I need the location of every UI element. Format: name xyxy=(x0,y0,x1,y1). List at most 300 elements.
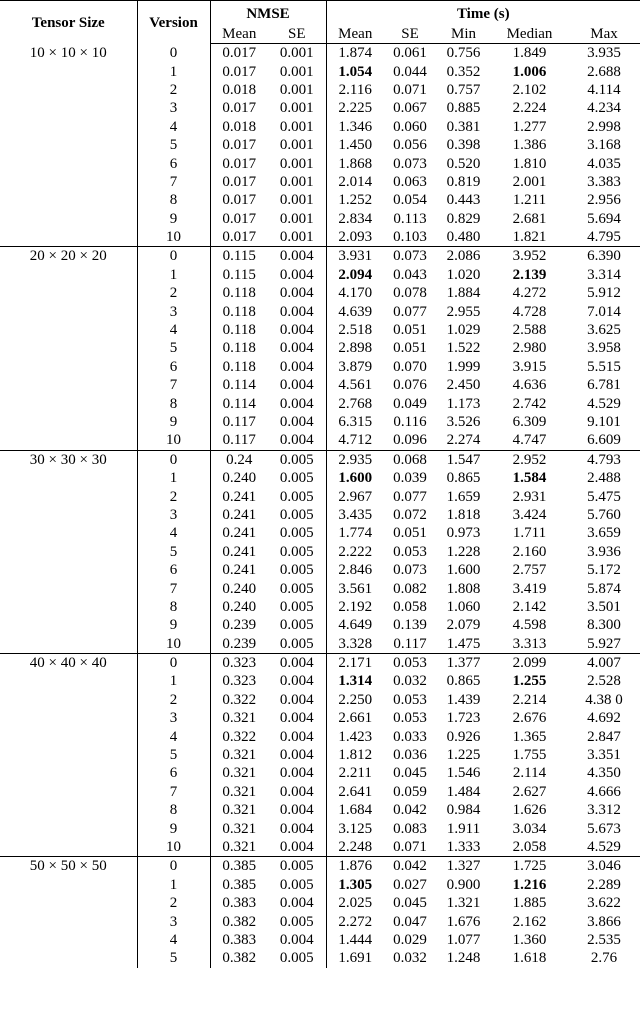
table-row xyxy=(0,931,640,949)
cell-nmse-mean: 0.239 xyxy=(222,635,257,652)
cell-time-mean: 2.171 xyxy=(338,655,373,672)
cell-time-max: 2.528 xyxy=(587,673,621,690)
table-row xyxy=(0,746,640,764)
table-row xyxy=(0,394,640,412)
cell-time-max: 4.529 xyxy=(587,838,621,855)
cell-version: 7 xyxy=(137,783,210,801)
cell-nmse-mean: 0.114 xyxy=(222,395,256,412)
cell-tensor-size xyxy=(0,783,137,801)
cell-tensor-size xyxy=(0,118,137,136)
cell-version: 1 xyxy=(137,266,210,284)
cell-tensor-size xyxy=(0,228,137,247)
cell-time-median: 2.162 xyxy=(512,913,547,930)
cell-time-se: 0.083 xyxy=(393,820,427,837)
cell-time-se: 0.077 xyxy=(393,488,427,505)
cell-nmse-mean: 0.241 xyxy=(222,543,257,560)
cell-time-se: 0.042 xyxy=(393,802,427,819)
cell-time-se: 0.043 xyxy=(393,266,427,283)
cell-time-mean: 4.561 xyxy=(338,377,373,394)
cell-version: 9 xyxy=(137,616,210,634)
cell-nmse-se: 0.004 xyxy=(268,764,326,782)
cell-nmse-se: 0.004 xyxy=(268,653,326,672)
cell-time-mean: 1.876 xyxy=(338,858,373,875)
cell-nmse-se: 0.005 xyxy=(268,598,326,616)
cell-nmse-mean: 0.115 xyxy=(222,248,256,265)
cell-time-se: 0.054 xyxy=(393,192,427,209)
cell-time-median: 3.313 xyxy=(512,635,547,652)
cell-time-mean: 4.712 xyxy=(338,432,373,449)
cell-time-mean: 4.639 xyxy=(338,303,373,320)
cell-time-se: 0.071 xyxy=(393,81,427,98)
cell-time-se: 0.068 xyxy=(393,451,427,468)
cell-nmse-mean: 0.017 xyxy=(222,210,257,227)
cell-time-min: 2.274 xyxy=(446,432,481,449)
cell-version: 2 xyxy=(137,284,210,302)
cell-time-mean: 2.518 xyxy=(338,322,373,339)
table-row xyxy=(0,819,640,837)
cell-time-median: 1.365 xyxy=(512,728,547,745)
cell-version: 10 xyxy=(137,838,210,857)
cell-time-mean: 3.931 xyxy=(338,248,373,265)
cell-time-min: 1.377 xyxy=(446,655,481,672)
cell-time-se: 0.053 xyxy=(393,691,427,708)
cell-nmse-mean: 0.114 xyxy=(222,377,256,394)
cell-tensor-size xyxy=(0,598,137,616)
table-row xyxy=(0,524,640,542)
cell-tensor-size xyxy=(0,339,137,357)
cell-time-se: 0.047 xyxy=(393,913,427,930)
table-row xyxy=(0,598,640,616)
cell-time-se: 0.051 xyxy=(393,525,427,542)
cell-time-min: 1.439 xyxy=(446,691,481,708)
cell-time-mean: 3.435 xyxy=(338,506,373,523)
header-time-min: Min xyxy=(436,24,491,44)
cell-time-se: 0.049 xyxy=(393,395,427,412)
cell-tensor-size xyxy=(0,469,137,487)
cell-time-max: 3.312 xyxy=(587,802,621,819)
tensor-size-group xyxy=(0,44,640,247)
cell-version: 3 xyxy=(137,912,210,930)
cell-nmse-mean: 0.321 xyxy=(222,838,257,855)
header-version: Version xyxy=(137,1,210,44)
cell-nmse-mean: 0.382 xyxy=(222,950,257,967)
cell-nmse-se: 0.004 xyxy=(268,746,326,764)
cell-time-min: 0.973 xyxy=(446,525,481,542)
cell-time-min: 0.900 xyxy=(446,876,481,893)
cell-time-se: 0.053 xyxy=(393,543,427,560)
cell-time-max: 7.014 xyxy=(587,303,621,320)
cell-tensor-size xyxy=(0,672,137,690)
cell-tensor-size xyxy=(0,210,137,228)
cell-version: 10 xyxy=(137,228,210,247)
cell-version: 10 xyxy=(137,431,210,450)
cell-version: 0 xyxy=(137,44,210,63)
table-row xyxy=(0,691,640,709)
cell-version: 6 xyxy=(137,358,210,376)
cell-version: 0 xyxy=(137,653,210,672)
cell-tensor-size xyxy=(0,358,137,376)
cell-time-max: 3.866 xyxy=(587,913,621,930)
table-row xyxy=(0,302,640,320)
cell-time-min: 1.723 xyxy=(446,710,481,727)
cell-nmse-mean: 0.383 xyxy=(222,895,257,912)
cell-time-max: 5.694 xyxy=(587,210,621,227)
cell-nmse-mean: 0.117 xyxy=(222,414,256,430)
tensor-size-group xyxy=(0,653,640,856)
cell-nmse-se: 0.005 xyxy=(268,579,326,597)
cell-nmse-se: 0.005 xyxy=(268,469,326,487)
cell-version: 0 xyxy=(137,857,210,876)
cell-time-median: 2.142 xyxy=(512,598,547,615)
cell-time-median: 2.588 xyxy=(512,322,547,339)
cell-time-se: 0.073 xyxy=(393,562,427,579)
cell-nmse-mean: 0.241 xyxy=(222,488,257,505)
cell-version: 1 xyxy=(137,672,210,690)
cell-time-min: 1.077 xyxy=(446,931,481,948)
cell-nmse-mean: 0.240 xyxy=(222,580,257,597)
cell-time-mean: 6.315 xyxy=(338,414,373,430)
cell-time-max: 3.625 xyxy=(587,322,621,339)
cell-nmse-se: 0.001 xyxy=(268,173,326,191)
cell-nmse-se: 0.004 xyxy=(268,358,326,376)
cell-time-se: 0.033 xyxy=(393,728,427,745)
table-row xyxy=(0,543,640,561)
cell-time-max: 5.515 xyxy=(587,358,621,375)
cell-tensor-size xyxy=(0,376,137,394)
best-value: 1.600 xyxy=(338,470,373,487)
cell-time-min: 0.352 xyxy=(446,63,481,80)
cell-nmse-se: 0.005 xyxy=(268,506,326,524)
cell-time-max: 4.795 xyxy=(587,229,621,246)
cell-time-mean xyxy=(326,672,384,690)
header-nmse-se: SE xyxy=(268,24,326,44)
cell-time-max: 5.475 xyxy=(587,488,621,505)
cell-nmse-se: 0.005 xyxy=(268,487,326,505)
cell-version: 4 xyxy=(137,321,210,339)
cell-version: 8 xyxy=(137,394,210,412)
cell-time-mean xyxy=(326,266,384,284)
best-value: 2.139 xyxy=(512,266,547,283)
cell-tensor-size: 40 × 40 × 40 xyxy=(0,653,137,672)
cell-nmse-mean: 0.017 xyxy=(222,100,257,117)
cell-nmse-se: 0.001 xyxy=(268,228,326,247)
cell-time-max: 2.488 xyxy=(587,470,621,487)
cell-time-max: 2.76 xyxy=(590,950,618,967)
cell-time-max: 4.666 xyxy=(587,783,621,800)
cell-nmse-se: 0.005 xyxy=(268,635,326,654)
cell-time-max: 3.659 xyxy=(587,525,621,542)
cell-tensor-size: 50 × 50 × 50 xyxy=(0,857,137,876)
cell-time-min: 1.884 xyxy=(446,285,481,302)
cell-nmse-se: 0.004 xyxy=(268,783,326,801)
cell-time-min: 0.381 xyxy=(446,118,481,135)
cell-tensor-size xyxy=(0,81,137,99)
cell-time-se: 0.070 xyxy=(393,358,427,375)
cell-nmse-se: 0.001 xyxy=(268,99,326,117)
cell-time-max: 3.501 xyxy=(587,598,621,615)
cell-time-median: 2.931 xyxy=(512,488,547,505)
cell-nmse-mean: 0.017 xyxy=(222,173,257,190)
cell-nmse-se: 0.004 xyxy=(268,247,326,266)
cell-tensor-size xyxy=(0,321,137,339)
cell-nmse-se: 0.005 xyxy=(268,616,326,634)
cell-time-mean: 1.684 xyxy=(338,802,373,819)
cell-version: 4 xyxy=(137,524,210,542)
cell-tensor-size xyxy=(0,284,137,302)
cell-version: 6 xyxy=(137,154,210,172)
cell-time-mean: 2.014 xyxy=(338,173,373,190)
cell-time-max: 3.168 xyxy=(587,137,621,154)
cell-time-median: 3.419 xyxy=(512,580,547,597)
cell-nmse-mean: 0.321 xyxy=(222,783,257,800)
cell-time-max: 4.793 xyxy=(587,451,621,468)
cell-nmse-mean: 0.323 xyxy=(222,655,257,672)
cell-nmse-mean: 0.118 xyxy=(222,285,256,302)
table-header xyxy=(0,1,640,44)
cell-time-mean: 2.661 xyxy=(338,710,373,727)
cell-time-se: 0.073 xyxy=(393,248,427,265)
cell-time-max: 2.688 xyxy=(587,63,621,80)
cell-nmse-mean: 0.385 xyxy=(222,858,257,875)
cell-nmse-mean: 0.118 xyxy=(222,340,256,357)
cell-time-min: 0.819 xyxy=(446,173,481,190)
cell-time-min: 1.546 xyxy=(446,765,481,782)
cell-time-median: 1.885 xyxy=(512,895,547,912)
cell-time-min: 1.484 xyxy=(446,783,481,800)
cell-version: 0 xyxy=(137,450,210,469)
cell-nmse-mean: 0.017 xyxy=(222,155,257,172)
cell-time-median: 2.742 xyxy=(512,395,547,412)
cell-time-mean: 2.093 xyxy=(338,229,373,246)
cell-time-max: 2.956 xyxy=(587,192,621,209)
cell-nmse-mean: 0.241 xyxy=(222,562,257,579)
table-row xyxy=(0,173,640,191)
cell-time-mean: 1.444 xyxy=(338,931,373,948)
cell-tensor-size xyxy=(0,487,137,505)
cell-time-median: 1.277 xyxy=(512,118,547,135)
cell-tensor-size xyxy=(0,191,137,209)
best-value: 1.006 xyxy=(512,63,547,80)
cell-version: 2 xyxy=(137,81,210,99)
table-row xyxy=(0,912,640,930)
cell-version: 6 xyxy=(137,764,210,782)
cell-time-min: 0.829 xyxy=(446,210,481,227)
cell-nmse-mean: 0.118 xyxy=(222,303,256,320)
cell-nmse-mean: 0.322 xyxy=(222,728,257,745)
cell-time-min: 2.086 xyxy=(446,248,481,265)
header-time: Time (s) xyxy=(456,5,510,22)
cell-time-min: 1.818 xyxy=(446,506,481,523)
cell-time-max: 5.874 xyxy=(587,580,621,597)
cell-nmse-mean: 0.118 xyxy=(222,358,256,375)
cell-nmse-se: 0.001 xyxy=(268,210,326,228)
cell-time-min: 2.079 xyxy=(446,617,481,634)
table-row xyxy=(0,413,640,431)
cell-time-max: 5.927 xyxy=(587,635,621,652)
header-time-max: Max xyxy=(568,24,640,44)
cell-nmse-mean: 0.322 xyxy=(222,691,257,708)
cell-time-max: 5.172 xyxy=(587,562,621,579)
cell-nmse-se: 0.004 xyxy=(268,413,326,431)
cell-nmse-mean: 0.117 xyxy=(222,432,256,449)
table-row xyxy=(0,487,640,505)
cell-nmse-se: 0.001 xyxy=(268,62,326,80)
cell-nmse-mean: 0.018 xyxy=(222,81,257,98)
cell-nmse-mean: 0.240 xyxy=(222,470,257,487)
cell-nmse-mean: 0.321 xyxy=(222,802,257,819)
cell-time-mean: 2.768 xyxy=(338,395,373,412)
cell-time-mean: 1.774 xyxy=(338,525,373,542)
cell-time-min: 1.808 xyxy=(446,580,481,597)
cell-time-median: 2.102 xyxy=(512,81,547,98)
cell-version: 4 xyxy=(137,118,210,136)
cell-time-max: 3.046 xyxy=(587,858,621,875)
cell-time-mean: 2.025 xyxy=(338,895,373,912)
cell-nmse-se: 0.005 xyxy=(268,561,326,579)
cell-time-mean: 2.272 xyxy=(338,913,373,930)
cell-nmse-se: 0.001 xyxy=(268,118,326,136)
cell-time-max: 4.692 xyxy=(587,710,621,727)
cell-tensor-size xyxy=(0,727,137,745)
cell-nmse-se: 0.004 xyxy=(268,284,326,302)
cell-time-median: 6.309 xyxy=(512,414,547,430)
cell-time-median: 2.681 xyxy=(512,210,547,227)
cell-time-mean: 1.252 xyxy=(338,192,373,209)
cell-version: 1 xyxy=(137,876,210,894)
cell-time-se: 0.027 xyxy=(393,876,427,893)
cell-nmse-mean: 0.385 xyxy=(222,876,257,893)
cell-nmse-se: 0.004 xyxy=(268,321,326,339)
cell-nmse-se: 0.004 xyxy=(268,931,326,949)
cell-time-mean xyxy=(326,876,384,894)
cell-nmse-se: 0.005 xyxy=(268,857,326,876)
cell-nmse-mean: 0.017 xyxy=(222,63,257,80)
cell-nmse-mean: 0.382 xyxy=(222,913,257,930)
cell-version: 8 xyxy=(137,598,210,616)
cell-time-mean: 1.874 xyxy=(338,45,373,62)
cell-time-median: 2.224 xyxy=(512,100,547,117)
cell-time-max: 5.673 xyxy=(587,820,621,837)
cell-version: 5 xyxy=(137,543,210,561)
cell-time-se: 0.039 xyxy=(393,470,427,487)
cell-time-mean: 3.879 xyxy=(338,358,373,375)
cell-version: 8 xyxy=(137,801,210,819)
tensor-size-group xyxy=(0,247,640,450)
cell-time-se: 0.056 xyxy=(393,137,427,154)
cell-time-min: 1.676 xyxy=(446,913,481,930)
cell-time-se: 0.139 xyxy=(393,617,427,634)
cell-version: 5 xyxy=(137,949,210,967)
cell-nmse-se: 0.004 xyxy=(268,709,326,727)
cell-version: 8 xyxy=(137,191,210,209)
cell-version: 0 xyxy=(137,247,210,266)
cell-version: 9 xyxy=(137,819,210,837)
cell-time-max: 8.300 xyxy=(587,617,621,634)
table-row xyxy=(0,118,640,136)
cell-version: 3 xyxy=(137,709,210,727)
cell-time-se: 0.051 xyxy=(393,322,427,339)
cell-time-mean: 1.450 xyxy=(338,137,373,154)
cell-nmse-se: 0.004 xyxy=(268,302,326,320)
cell-time-min: 1.333 xyxy=(446,838,481,855)
cell-version: 2 xyxy=(137,894,210,912)
table-row xyxy=(0,561,640,579)
cell-version: 3 xyxy=(137,99,210,117)
cell-version: 1 xyxy=(137,62,210,80)
cell-time-max: 3.958 xyxy=(587,340,621,357)
header-row-main xyxy=(0,1,640,25)
cell-nmse-mean: 0.115 xyxy=(222,266,256,283)
cell-time-mean: 3.561 xyxy=(338,580,373,597)
table-row xyxy=(0,635,640,654)
cell-time-min: 1.228 xyxy=(446,543,481,560)
cell-time-mean: 4.170 xyxy=(338,285,373,302)
cell-time-se: 0.059 xyxy=(393,783,427,800)
cell-time-se: 0.058 xyxy=(393,598,427,615)
cell-nmse-mean: 0.017 xyxy=(222,192,257,209)
cell-time-min: 0.757 xyxy=(446,81,481,98)
cell-time-max: 3.936 xyxy=(587,543,621,560)
cell-tensor-size: 10 × 10 × 10 xyxy=(0,44,137,63)
table-row xyxy=(0,672,640,690)
cell-time-min: 1.060 xyxy=(446,598,481,615)
cell-time-mean: 2.641 xyxy=(338,783,373,800)
cell-time-median: 3.034 xyxy=(512,820,547,837)
cell-time-se: 0.117 xyxy=(393,635,427,652)
cell-tensor-size xyxy=(0,154,137,172)
cell-time-median xyxy=(491,876,568,894)
cell-time-mean: 2.192 xyxy=(338,598,373,615)
cell-tensor-size xyxy=(0,616,137,634)
cell-time-min: 1.999 xyxy=(446,358,481,375)
cell-tensor-size xyxy=(0,801,137,819)
cell-tensor-size xyxy=(0,635,137,654)
cell-nmse-se: 0.004 xyxy=(268,266,326,284)
header-time-mean: Mean xyxy=(326,24,384,44)
cell-tensor-size xyxy=(0,136,137,154)
best-value: 1.584 xyxy=(512,470,547,487)
table-row xyxy=(0,894,640,912)
cell-time-median: 1.386 xyxy=(512,137,547,154)
cell-time-se: 0.071 xyxy=(393,838,427,855)
cell-time-mean: 2.250 xyxy=(338,691,373,708)
cell-time-se: 0.053 xyxy=(393,655,427,672)
table-row xyxy=(0,949,640,967)
cell-time-mean: 1.812 xyxy=(338,747,373,764)
cell-tensor-size xyxy=(0,524,137,542)
cell-time-median: 1.821 xyxy=(512,229,547,246)
cell-time-se: 0.116 xyxy=(393,414,427,430)
cell-time-mean: 2.225 xyxy=(338,100,373,117)
table-row xyxy=(0,653,640,672)
cell-time-median: 4.728 xyxy=(512,303,547,320)
cell-time-median: 4.636 xyxy=(512,377,547,394)
table-row xyxy=(0,709,640,727)
cell-nmse-se: 0.001 xyxy=(268,191,326,209)
cell-tensor-size xyxy=(0,266,137,284)
cell-time-median: 4.747 xyxy=(512,432,547,449)
cell-time-min: 1.020 xyxy=(446,266,481,283)
table-row xyxy=(0,62,640,80)
best-value: 2.094 xyxy=(338,266,373,283)
cell-time-max: 2.535 xyxy=(587,931,621,948)
cell-time-min: 0.984 xyxy=(446,802,481,819)
cell-tensor-size xyxy=(0,394,137,412)
cell-time-se: 0.082 xyxy=(393,580,427,597)
cell-nmse-mean: 0.241 xyxy=(222,525,257,542)
cell-time-max: 4.38 0 xyxy=(585,691,623,708)
cell-nmse-se: 0.004 xyxy=(268,376,326,394)
